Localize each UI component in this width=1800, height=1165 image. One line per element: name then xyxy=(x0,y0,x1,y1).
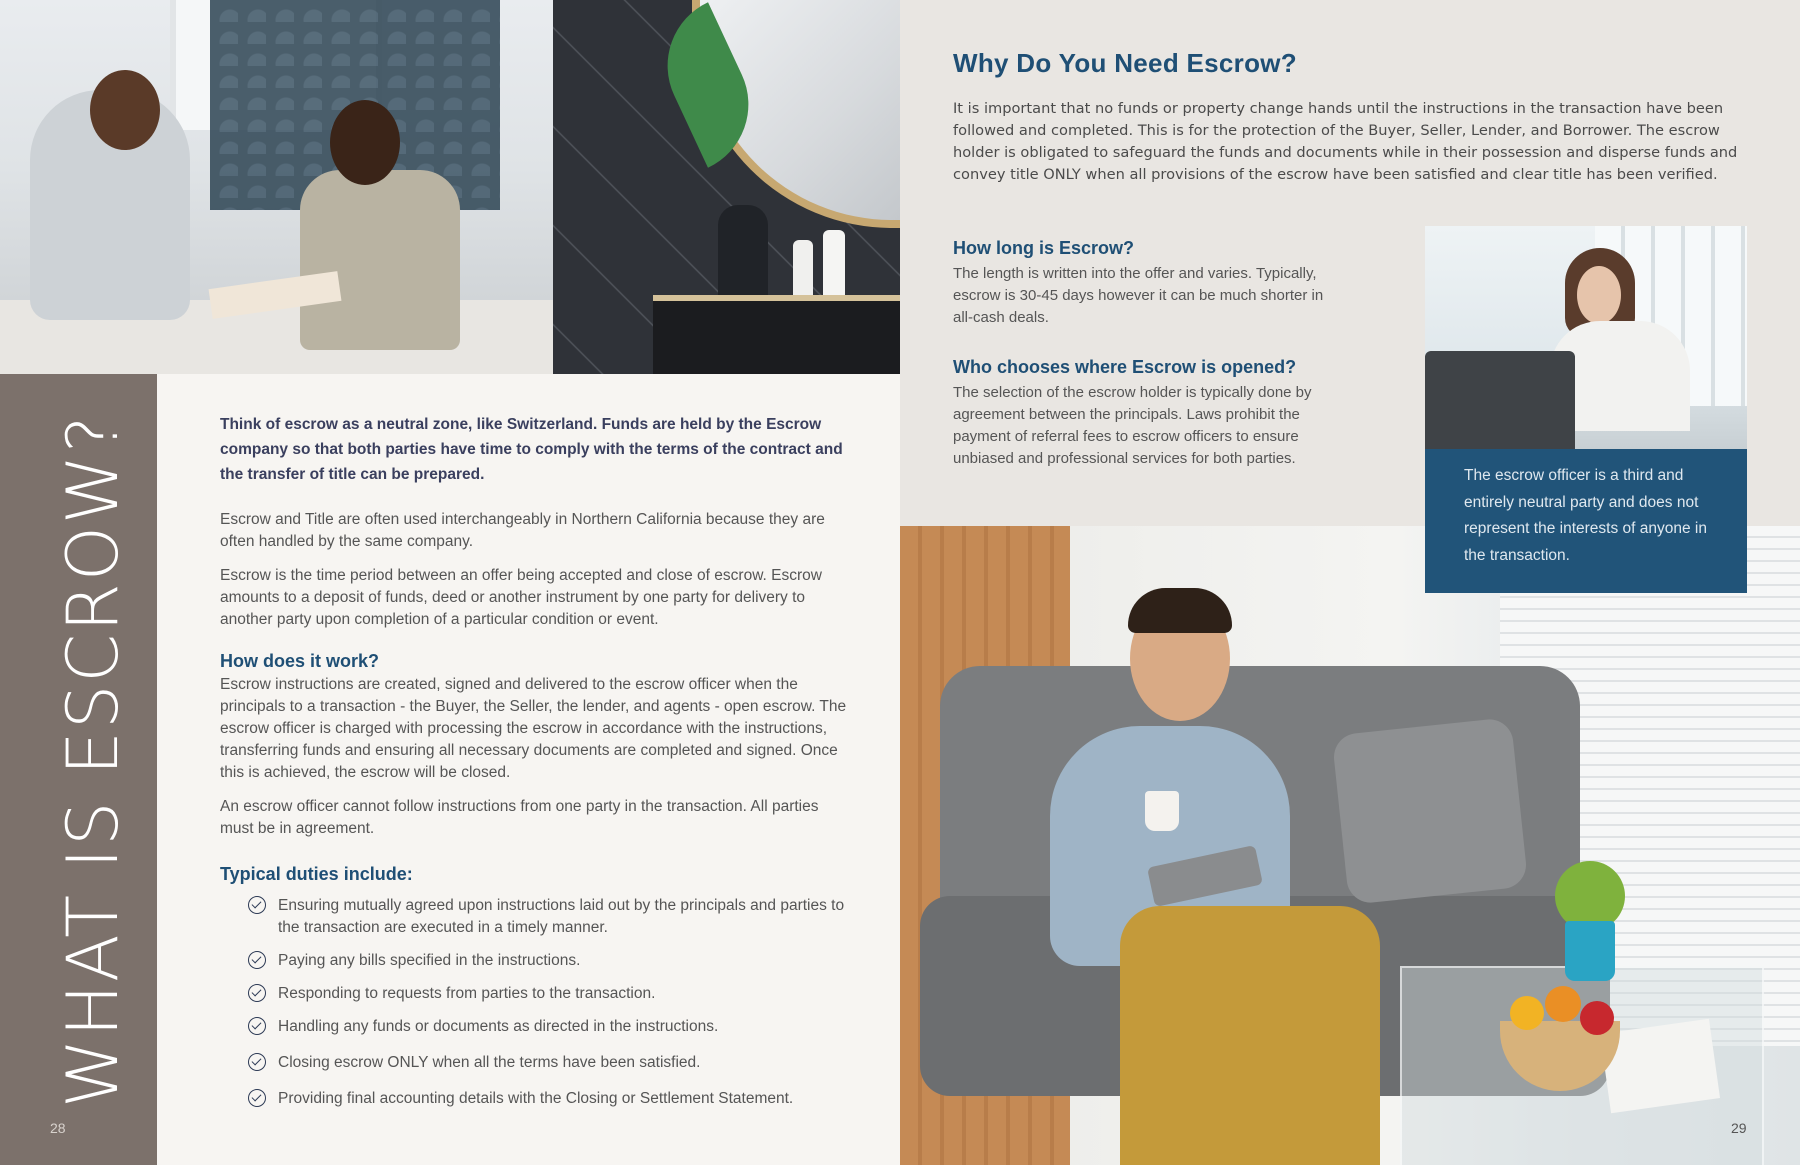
couple-photo xyxy=(0,0,553,374)
duties-list xyxy=(220,895,848,1110)
callout-box xyxy=(1425,449,1747,593)
list-item: Paying any bills specified in the instructions. xyxy=(248,950,848,972)
how-it-works-heading: How does it work? xyxy=(220,651,380,671)
who-chooses-text: The selection of the escrow holder is typically done by agreement between the principals. Laws prohibit the payment of referral fees to escrow officers to ensure unbiased and professional services for both parties. xyxy=(953,384,1312,467)
how-long-heading: How long is Escrow? xyxy=(953,238,1135,258)
lead-paragraph: Think of escrow as a neutral zone, like Switzerland. Funds are held by the Escrow company so that both parties have time to comply with the terms of the contract and the transfer of title can be prepared. xyxy=(220,416,843,483)
check-circle-icon xyxy=(248,984,266,1002)
list-item: Ensuring mutually agreed upon instructions laid out by the principals and parties to the transaction are executed in a timely manner. xyxy=(248,895,848,939)
interior-decor-photo xyxy=(553,0,900,374)
duties-heading: Typical duties include: xyxy=(220,864,413,884)
man-on-sofa-photo xyxy=(900,526,1800,1165)
side-title: WHAT IS ESCROW? xyxy=(52,413,134,1108)
how-long-section xyxy=(953,238,1343,329)
how-long-text: The length is written into the offer and varies. Typically, escrow is 30-45 days however it can be much shorter in all-cash deals. xyxy=(953,265,1324,326)
check-circle-icon xyxy=(248,896,266,914)
paragraph: Escrow is the time period between an offer being accepted and close of escrow. Escrow amounts to a deposit of funds, deed or another instrument by one party for delivery to another party upon completion of a particular condition or event. xyxy=(220,567,822,628)
check-circle-icon xyxy=(248,1053,266,1071)
left-body xyxy=(220,412,848,1121)
how-it-works-text: Escrow instructions are created, signed and delivered to the escrow officer when the principals to a transaction - the Buyer, the Seller, the lender, and agents - open escrow. The escrow officer is charged with processing the escrow in accordance with the instructions, transferring funds and ensuring all necessary documents are completed and signed. Once this is achieved, the escrow will be closed. xyxy=(220,676,847,781)
woman-at-laptop-photo xyxy=(1425,226,1747,449)
page-number-right: 29 xyxy=(1731,1120,1747,1136)
check-circle-icon xyxy=(248,1089,266,1107)
check-circle-icon xyxy=(248,1017,266,1035)
list-item: Closing escrow ONLY when all the terms have been satisfied. xyxy=(248,1052,848,1074)
list-item: Handling any funds or documents as directed in the instructions. xyxy=(248,1016,848,1038)
who-chooses-heading: Who chooses where Escrow is opened? xyxy=(953,357,1297,377)
list-item: Responding to requests from parties to the transaction. xyxy=(248,983,848,1005)
list-item: Providing final accounting details with the Closing or Settlement Statement. xyxy=(248,1088,848,1110)
callout-text: The escrow officer is a third and entirely neutral party and does not represent the interests of anyone in the transaction. xyxy=(1464,467,1707,564)
officer-note: An escrow officer cannot follow instructions from one party in the transaction. All parties must be in agreement. xyxy=(220,798,819,837)
page-number-left: 28 xyxy=(50,1120,66,1136)
who-chooses-section xyxy=(953,357,1343,470)
paragraph: Escrow and Title are often used interchangeably in Northern California because they are often handled by the same company. xyxy=(220,511,825,550)
why-escrow-text: It is important that no funds or property change hands until the instructions in the transaction have been followed and completed. This is for the protection of the Buyer, Seller, Lender, and Borrower. The escrow holder is obligated to safeguard the funds and documents while in their possession and disperse funds and convey title ONLY when all provisions of the escrow have been satisfied and clear title has been verified. xyxy=(953,100,1738,183)
why-escrow-heading: Why Do You Need Escrow? xyxy=(953,48,1297,78)
check-circle-icon xyxy=(248,951,266,969)
